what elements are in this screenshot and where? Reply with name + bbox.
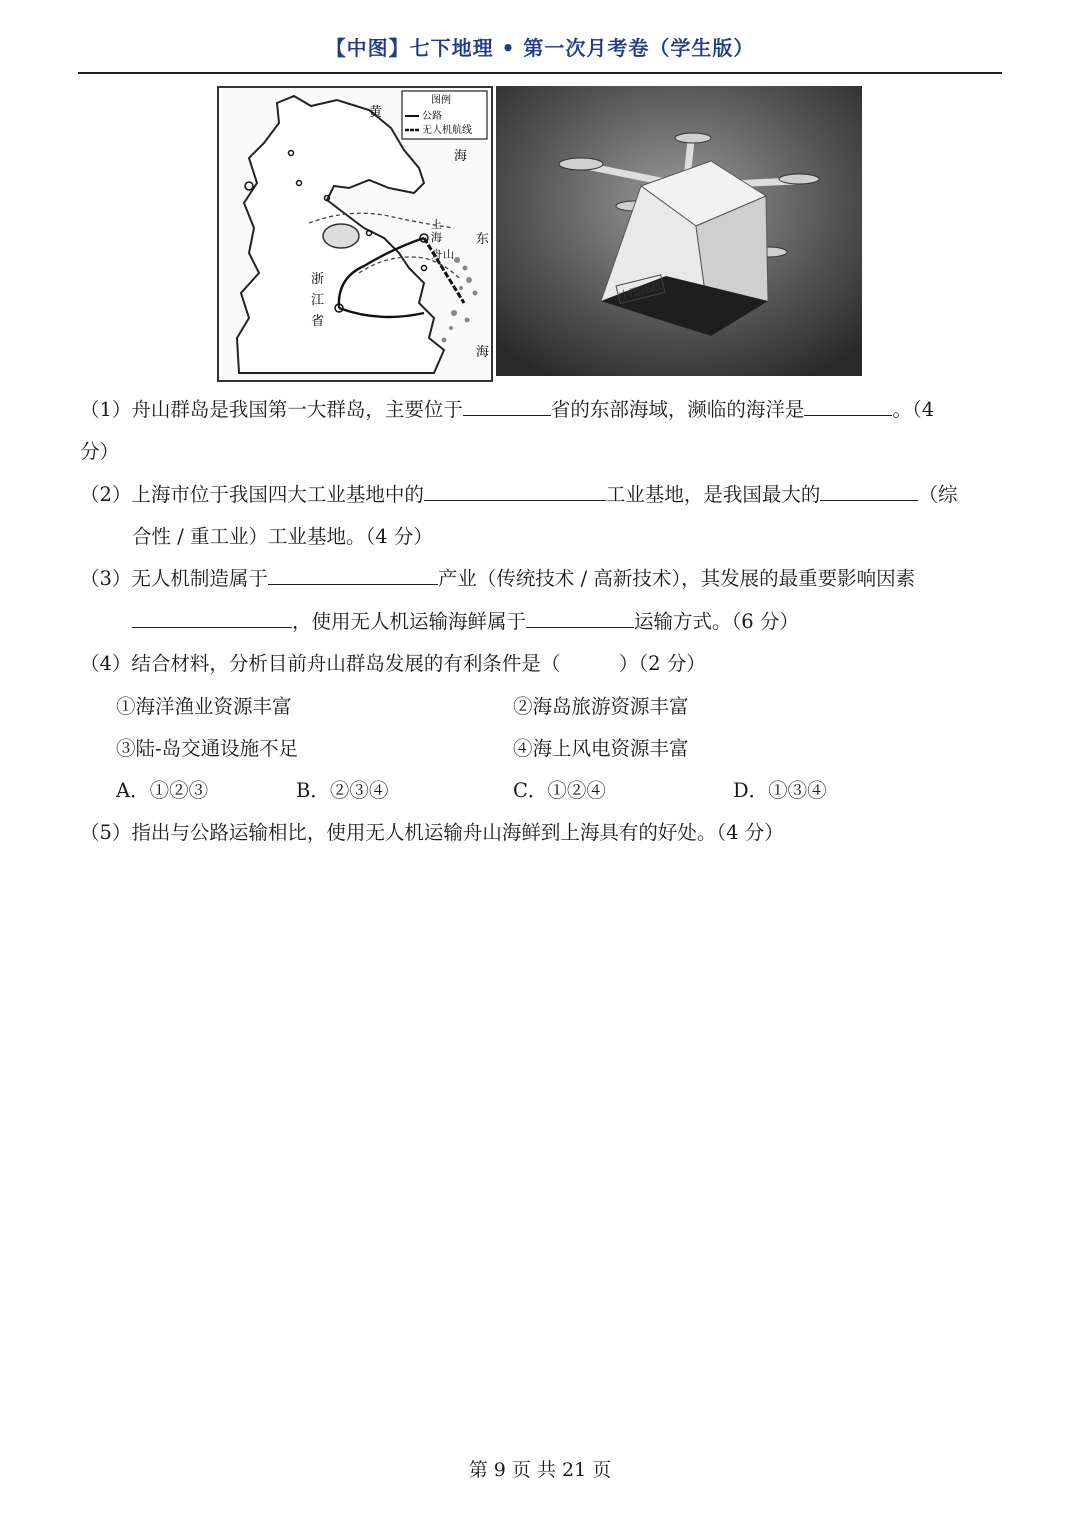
- q4-item-1: ①海洋渔业资源丰富: [116, 695, 292, 718]
- map-label-hai-bottom: 海: [476, 345, 490, 360]
- q3-line2-mid: ，使用无人机运输海鲜属于: [292, 610, 527, 633]
- map-label-shanghai-2: 海: [431, 231, 442, 244]
- q1-blank-sea[interactable]: [804, 395, 892, 416]
- question-1-line2: 分）: [80, 440, 120, 463]
- q1-suffix: 。（4: [892, 398, 935, 421]
- question-4-stem: （4）结合材料，分析目前舟山群岛发展的有利条件是（ ）（2 分）: [80, 652, 706, 675]
- q2-blank-type[interactable]: [820, 480, 918, 501]
- q3-blank-factor[interactable]: [132, 607, 292, 628]
- page-header-title: 【中图】七下地理 • 第一次月考卷（学生版）: [325, 36, 755, 60]
- q4-choice-d[interactable]: D．①③④: [733, 779, 827, 802]
- map-label-zhejiang-2: 江: [311, 293, 325, 308]
- question-2: [80, 474, 1004, 516]
- map-svg: [219, 88, 491, 380]
- map-label-zhejiang-1: 浙: [311, 272, 325, 287]
- q2-prefix: （2）上海市位于我国四大工业基地中的: [80, 483, 424, 506]
- drone-illustration: [496, 86, 862, 376]
- q1-blank-province[interactable]: [463, 395, 551, 416]
- figure: [217, 86, 862, 382]
- question-3: [80, 558, 1004, 600]
- map-label-hai-top: 海: [454, 149, 468, 164]
- q4-choice-a[interactable]: A．①②③: [116, 779, 209, 802]
- question-3-line2: [132, 601, 1004, 643]
- q4-choice-b[interactable]: B．②③④: [296, 779, 389, 802]
- q1-mid: 省的东部海域，濒临的海洋是: [550, 398, 805, 421]
- map-label-huang: 黄: [369, 105, 383, 120]
- q2-mid: 工业基地，是我国最大的: [605, 483, 821, 506]
- q3-prefix: （3）无人机制造属于: [80, 567, 268, 590]
- q1-prefix: （1）舟山群岛是我国第一大群岛，主要位于: [80, 398, 463, 421]
- question-1: [80, 389, 1004, 431]
- legend-drone-route: 无人机航线: [422, 125, 472, 136]
- q2-blank-base[interactable]: [424, 480, 606, 501]
- header-divider: [78, 72, 1002, 74]
- box-logo-text: 中国邮政: [617, 279, 664, 303]
- map-label-shanghai-1: 上: [431, 218, 442, 231]
- legend-road: 公路: [422, 111, 442, 122]
- legend-title: 图例: [431, 95, 451, 106]
- question-5-stem: （5）指出与公路运输相比，使用无人机运输舟山海鲜到上海具有的好处。（4 分）: [80, 821, 784, 844]
- map-panel: [217, 86, 493, 382]
- map-label-dong: 东: [476, 232, 490, 247]
- q2-suffix: （综: [918, 483, 958, 506]
- q4-choice-c[interactable]: C．①②④: [513, 779, 606, 802]
- q3-mid: 产业（传统技术 / 高新技术），其发展的最重要影响因素: [437, 567, 916, 590]
- q3-blank-transport[interactable]: [526, 607, 634, 628]
- q3-line2-suffix: 运输方式。（6 分）: [634, 610, 799, 633]
- islands: [442, 257, 478, 343]
- q3-blank-industry[interactable]: [268, 564, 438, 585]
- map-label-zhejiang-3: 省: [311, 314, 325, 329]
- question-2-line2: 合性 / 重工业）工业基地。（4 分）: [132, 525, 433, 548]
- lake: [323, 224, 359, 248]
- page-footer: 第 9 页 共 21 页: [468, 1459, 612, 1481]
- q4-item-4: ④海上风电资源丰富: [513, 737, 689, 760]
- map-label-zhoushan-2: 山: [443, 248, 454, 261]
- drone-photo: [496, 86, 862, 376]
- q4-item-2: ②海岛旅游资源丰富: [513, 695, 689, 718]
- q4-item-3: ③陆-岛交通设施不足: [116, 737, 299, 760]
- map-label-zhoushan-1: 舟: [431, 248, 442, 261]
